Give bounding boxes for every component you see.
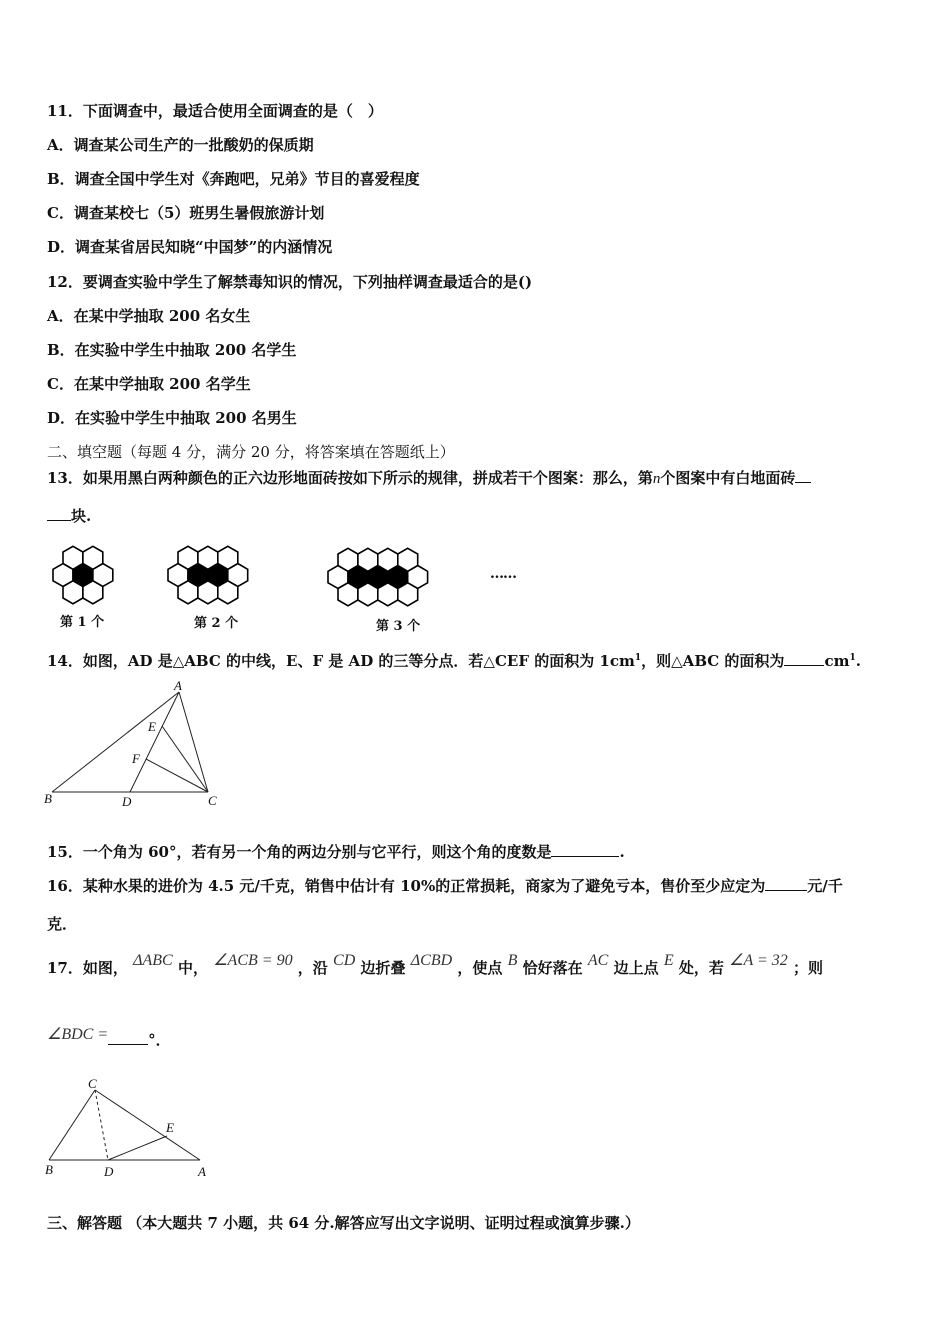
- q14-triangle-figure: [40, 678, 240, 813]
- white-tile: [93, 564, 113, 587]
- white-tile: [378, 583, 398, 606]
- q14-text: 14．如图，AD 是△ABC 的中线，E、F 是 AD 的三等分点．若△CEF 的面积为 $1cm^1$，则△ABC 的面积为 $cm^1$.: [47, 652, 861, 670]
- white-tile: [198, 546, 218, 569]
- label-A: A: [198, 1164, 206, 1179]
- white-tile: [358, 548, 378, 571]
- label-C: C: [88, 1076, 97, 1091]
- q16-line1: 16．某种水果的进价为 4.5 元/千克，销售中估计有 10%的正常损耗，商家为了避免亏本，售价至少应定为 元/千: [47, 877, 843, 895]
- black-tile: [73, 564, 93, 587]
- segment-AC: [179, 692, 208, 792]
- q17-line2: ∠BDC = °．: [47, 1026, 171, 1049]
- hex-caption-3: 第 3 个: [376, 619, 421, 634]
- label-C: C: [208, 793, 217, 808]
- black-tile: [368, 566, 388, 589]
- q14-blank[interactable]: [784, 651, 824, 666]
- q17-fold-figure: [40, 1072, 240, 1182]
- q12-stem: 12．要调查实验中学生了解禁毒知识的情况，下列抽样调查最适合的是(): [47, 273, 533, 291]
- white-tile: [218, 581, 238, 604]
- hex-caption-1: 第 1 个: [60, 615, 105, 630]
- segment-EC: [162, 726, 208, 792]
- label-B: B: [44, 791, 52, 806]
- white-tile: [338, 548, 358, 571]
- q12-option-a: A．在某中学抽取 200 名女生: [47, 307, 251, 325]
- white-tile: [63, 546, 83, 569]
- white-tile: [178, 581, 198, 604]
- white-tile: [398, 583, 418, 606]
- q11-stem: 11．下面调查中，最适合使用全面调查的是（ ）: [47, 102, 383, 120]
- q16-line2: 克．: [47, 915, 78, 933]
- q13-blank-b[interactable]: [47, 506, 71, 521]
- label-D: D: [122, 794, 132, 809]
- q11-option-a: A．调查某公司生产的一批酸奶的保质期: [47, 136, 314, 154]
- white-tile: [228, 564, 248, 587]
- segment-BA: [52, 692, 179, 792]
- hex-caption-2: 第 2 个: [194, 616, 239, 631]
- q17-line1: 17．如图， ΔABC 中， ∠ACB = 90 ，沿 CD 边折叠 ΔCBD ，使点 B 恰好落在 AC 边上点 E 处，若 ∠A = 32 ；则: [47, 952, 823, 977]
- black-tile: [208, 564, 228, 587]
- white-tile: [168, 564, 188, 587]
- white-tile: [338, 583, 358, 606]
- q11-option-c: C．调查某校七（5）班男生暑假旅游计划: [47, 204, 325, 222]
- white-tile: [358, 583, 378, 606]
- label-E: E: [166, 1120, 174, 1135]
- label-D: D: [104, 1164, 114, 1179]
- q17-blank[interactable]: [108, 1030, 148, 1045]
- q16-blank[interactable]: [765, 876, 807, 891]
- segment-CA: [95, 1090, 200, 1160]
- q11-option-b: B．调查全国中学生对《奔跑吧，兄弟》节目的喜爱程度: [47, 170, 420, 188]
- white-tile: [198, 581, 218, 604]
- section2-heading: 二、填空题（每题 4 分，满分 20 分，将答案填在答题纸上）: [47, 443, 455, 461]
- q12-option-b: B．在实验中学生中抽取 200 名学生: [47, 341, 297, 359]
- white-tile: [83, 581, 103, 604]
- white-tile: [53, 564, 73, 587]
- white-tile: [178, 546, 198, 569]
- segment-AD: [130, 692, 179, 792]
- label-E: E: [148, 719, 156, 734]
- hex-ellipsis: ……: [490, 566, 516, 582]
- section3-heading: 三、解答题 （本大题共 7 小题，共 64 分.解答应写出文字说明、证明过程或演算步骤.）: [47, 1214, 640, 1232]
- black-tile: [188, 564, 208, 587]
- q12-option-d: D．在实验中学生中抽取 200 名男生: [47, 409, 297, 427]
- label-B: B: [45, 1162, 53, 1177]
- white-tile: [63, 581, 83, 604]
- white-tile: [83, 546, 103, 569]
- q11-option-d: D．调查某省居民知晓“中国梦”的内涵情况: [47, 238, 333, 256]
- black-tile: [388, 566, 408, 589]
- segment-CD-fold: [95, 1090, 108, 1160]
- q13-line2: 块.: [47, 506, 91, 526]
- q13-blank-a[interactable]: [795, 468, 811, 483]
- white-tile: [378, 548, 398, 571]
- white-tile: [398, 548, 418, 571]
- white-tile: [408, 566, 428, 589]
- q15-blank[interactable]: [551, 842, 619, 857]
- segment-DE: [108, 1136, 167, 1160]
- white-tile: [328, 566, 348, 589]
- black-tile: [348, 566, 368, 589]
- white-tile: [218, 546, 238, 569]
- q13-line1: 13．如果用黑白两种颜色的正六边形地面砖按如下所示的规律，拼成若干个图案：那么，第n个图案中有白地面砖: [47, 468, 811, 489]
- segment-BC: [49, 1090, 95, 1160]
- q15-text: 15．一个角为 60°，若有另一个角的两边分别与它平行，则这个角的度数是 .: [47, 843, 625, 861]
- q12-option-c: C．在某中学抽取 200 名学生: [47, 375, 251, 393]
- label-F: F: [132, 751, 140, 766]
- segment-FC: [146, 759, 208, 792]
- label-A: A: [174, 678, 182, 693]
